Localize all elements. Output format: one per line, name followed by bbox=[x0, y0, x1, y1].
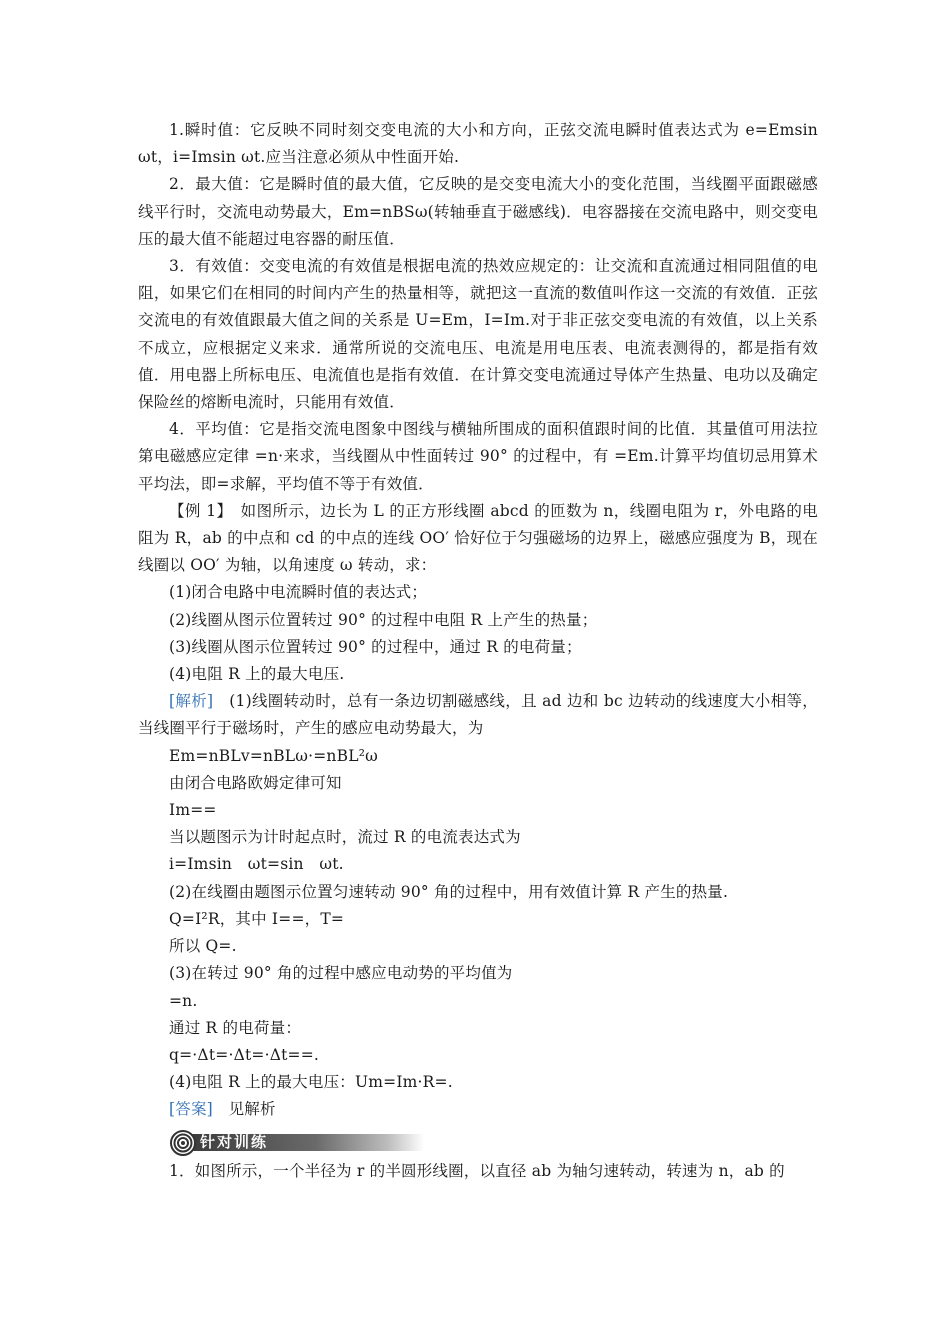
solution-line: i=Imsin ωt=sin ωt. bbox=[169, 855, 344, 874]
solution-line: q=·Δt=·Δt=·Δt==. bbox=[169, 1045, 320, 1064]
example-question-2: (2)线圈从图示位置转过 90° 的过程中电阻 R 上产生的热量； bbox=[169, 610, 598, 629]
banner-label: 针对训练 bbox=[200, 1132, 269, 1151]
solution-tag: [解析] bbox=[169, 692, 214, 711]
example-problem bbox=[138, 498, 818, 580]
solution-line: Im== bbox=[169, 801, 217, 820]
answer-tag: [答案] bbox=[169, 1100, 213, 1119]
document-body bbox=[138, 117, 818, 1185]
paragraph-effective-value: 3．有效值：交变电流的有效值是根据电流的热效应规定的：让交流和直流通过相同阻值的电阻，如果它们在相同的时间内产生的热量相等，就把这一直流的数值叫作这一交流的有效值．正弦交流电的有效值跟最大值之间的关系是 U=Em，I=Im.对于非正弦交变电流的有效值，以上关系不成立，应根据定义来求．通常所说的交流电压、电流是用电压表、电流表测得的，都是指有效值．用电器上所标电压、电流值也是指有效值．在计算交变电流通过导体产生热量、电功以及确定保险丝的熔断电流时，只能用有效值． bbox=[138, 257, 818, 412]
exercise-question-1: 1．如图所示，一个半径为 r 的半圆形线圈，以直径 ab 为轴匀速转动，转速为 n，ab 的 bbox=[169, 1161, 785, 1180]
example-question-3: (3)线圈从图示位置转过 90° 的过程中，通过 R 的电荷量； bbox=[169, 637, 582, 656]
answer-line bbox=[138, 1096, 818, 1123]
paragraph-average-value: 4．平均值：它是指交流电图象中图线与横轴所围成的面积值跟时间的比值．其量值可用法拉第电磁感应定律 =n·来求，当线圈从中性面转过 90° 的过程中，有 =Em.计算平均值切忌用算术平均法，即=求解，平均值不等于有效值． bbox=[138, 420, 818, 493]
solution-line: 所以 Q=. bbox=[169, 937, 237, 956]
practice-banner bbox=[170, 1128, 428, 1156]
example-tag: 【例 1】 bbox=[169, 501, 225, 520]
example-question-1: (1)闭合电路中电流瞬时值的表达式； bbox=[169, 583, 428, 602]
solution-line: 当以题图示为计时起点时，流过 R 的电流表达式为 bbox=[169, 828, 521, 847]
solution-line: (2)在线圈由题图示位置匀速转动 90° 角的过程中，用有效值计算 R 产生的热量. bbox=[169, 882, 729, 901]
solution-line: =n. bbox=[169, 991, 198, 1010]
solution-line: Em=nBLv=nBLω·=nBL²ω bbox=[169, 746, 378, 765]
paragraph-instantaneous-value: 1.瞬时值：它反映不同时刻交变电流的大小和方向，正弦交流电瞬时值表达式为 e=Emsin ωt，i=Imsin ωt.应当注意必须从中性面开始. bbox=[138, 121, 818, 167]
solution-intro-text: (1)线圈转动时，总有一条边切割磁感线，且 ad 边和 bc 边转动的线速度大小相等，当线圈平行于磁场时，产生的感应电动势最大，为 bbox=[138, 692, 818, 738]
answer-text: 见解析 bbox=[212, 1100, 276, 1119]
solution-line: (4)电阻 R 上的最大电压：Um=Im·R=. bbox=[169, 1073, 453, 1092]
solution-line: Q=I²R，其中 I==，T= bbox=[169, 909, 345, 928]
target-icon bbox=[170, 1130, 196, 1156]
solution-line: (3)在转过 90° 角的过程中感应电动势的平均值为 bbox=[169, 964, 513, 983]
example-question-4: (4)电阻 R 上的最大电压. bbox=[169, 665, 345, 684]
solution-line: 由闭合电路欧姆定律可知 bbox=[169, 773, 342, 792]
solution-line: 通过 R 的电荷量： bbox=[169, 1018, 302, 1037]
solution-intro bbox=[138, 688, 818, 742]
paragraph-maximum-value: 2．最大值：它是瞬时值的最大值，它反映的是交变电流大小的变化范围，当线圈平面跟磁感线平行时，交流电动势最大，Em=nBSω(转轴垂直于磁感线)．电容器接在交流电路中，则交变电压的最大值不能超过电容器的耐压值． bbox=[138, 175, 818, 248]
example-text: 如图所示，边长为 L 的正方形线圈 abcd 的匝数为 n，线圈电阻为 r，外电路的电阻为 R，ab 的中点和 cd 的中点的连线 OO′ 恰好位于匀强磁场的边界上，磁感应强度为 B，现在线圈以 OO′ 为轴，以角速度 ω 转动，求： bbox=[138, 501, 818, 575]
